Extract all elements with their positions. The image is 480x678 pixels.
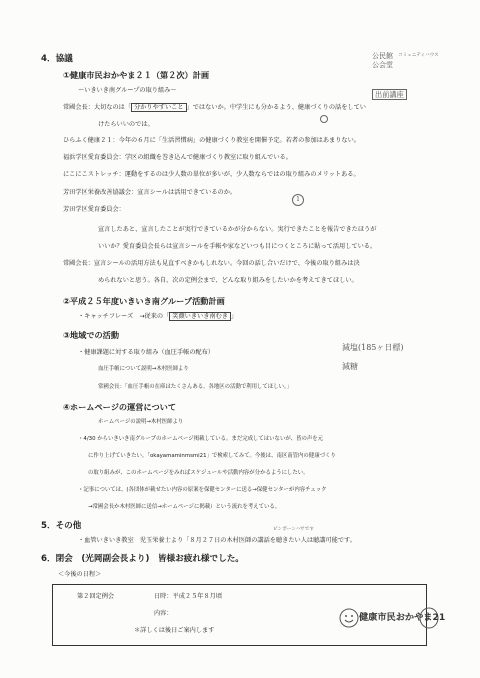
- hp-note-6: →常國会長か木村医師に送信→ホームページに掲載）という流れを考えている。: [88, 504, 281, 510]
- handwritten-exercise: 減糖: [342, 362, 358, 371]
- meeting-name: 第２回定例会: [77, 593, 115, 600]
- paragraph-1-cont: けたらいいのでは。: [98, 121, 154, 128]
- handwritten-salt: 減塩(185ヶ日標): [342, 343, 404, 352]
- bp-note-1: 血圧手帳について説明→木村医師より: [98, 366, 189, 372]
- hp-note-5: ・記事については、(各団体が載せたい内容の原案を保健センターに送る→保健センターが内容チェック: [78, 487, 327, 493]
- paragraph-5: 芳田学区栄養改善協議会：宣言シールは活用できているのか。: [63, 189, 237, 196]
- paragraph-8a: 常國会長：宣言シールの活用方法も見直すべきかもしれない。今回の話し合いだけで、今後の取り組みは決: [63, 260, 360, 267]
- section-5-heading: 5．その他: [41, 521, 82, 531]
- handwritten-top-right-2: 公会堂: [372, 61, 393, 69]
- future-schedule-label: ＜今後の日程＞: [58, 571, 102, 578]
- paragraph-6: 芳田学区愛育委員会：: [63, 206, 125, 213]
- paragraph-2: ひらふく健康２１：今年の６月に「生活習慣病」の健康づくり教室を開催予定。若者の参加はあまりない。: [63, 137, 360, 144]
- paragraph-1: 常國会長：大切なのは「 分かりやすいこと 」ではないか。中学生にも分かるよう、健康づくりの話をしてい: [63, 104, 366, 111]
- section-6-heading: 6．閉会 (光岡副会長より) 皆様お疲れ様でした。: [41, 554, 244, 564]
- paragraph-7a: 宣言したあと、宣言したことが実行できているかが分からない。実行できたことを報告できたほうが: [98, 226, 377, 233]
- highlight-box: 分かりやすいこと: [131, 103, 187, 112]
- handwritten-delivery-lecture: 出前講座: [372, 89, 407, 100]
- hp-note-4: の取り組みが、このホームページをみればスケジュールや活動内容が分かるようにしたい。: [88, 470, 309, 476]
- section-5-item: ・血管いきいき教室 児玉栄養士より「８月２７日の木村医師の講話を聴きたい人は聴講可能です。: [78, 537, 356, 544]
- health-task-heading: ・健康課題に対する取り組み（血圧手帳の配布）: [78, 349, 215, 356]
- section-4-heading: 4．協議: [41, 54, 73, 64]
- meeting-note: ＊詳しくは後日ご案内します: [134, 627, 215, 634]
- item-2-title: ②平成２５年度いきいき南グループ活動計画: [63, 296, 225, 306]
- meeting-date: 日時：平成２５年８月頃: [154, 593, 223, 600]
- catchphrase-line: ・キャッチフレーズ →従来の「 笑顔いきいき南むき 」: [78, 313, 238, 320]
- catchphrase-box: 笑顔いきいき南むき: [169, 312, 231, 321]
- paragraph-7b: いいか？愛育委員会長らは宣言シールを手帳や家などいつも目につくところに貼って活用している。: [98, 243, 377, 250]
- handwritten-top-right-3: コミュニティハウス: [398, 53, 439, 58]
- handwritten-note-small: ピンポーンハサです: [273, 527, 314, 532]
- hp-note-3: に作り上げていきたい。「okayamaminmsmi21」で検索してみて。今後は、南区南管内の健康づくり: [88, 453, 336, 459]
- item-1-subtitle: ～いきいき南グループの取り組み～: [78, 87, 177, 94]
- health-logo: [337, 605, 446, 631]
- handwritten-top-right-1: 公民館: [372, 52, 393, 60]
- meeting-content: 内容：: [154, 610, 173, 617]
- item-4-title: ④ホームページの運営について: [63, 402, 177, 412]
- handwritten-circle-mark: 1: [292, 194, 304, 206]
- paragraph-8b: められないと思う。各自、次の定例会まで、どんな取り組みをしたいかを考えてきてほしい。: [98, 277, 358, 284]
- paragraph-4: にこにこストレッチ：運動をするのは少人数の単位が多いが、少人数ならではの取り組みのメリットある。: [63, 171, 360, 178]
- bp-note-2: 常國会長：「血圧手帳の在庫はたくさんある。各地区の活動で利用してほしい。」: [98, 384, 293, 390]
- item-3-title: ③地域での活動: [63, 330, 120, 340]
- hp-note-1: ホームページの説明→木村医師より: [98, 419, 184, 425]
- logo-text: 健康市民おかやま21: [359, 612, 446, 623]
- hp-note-2: ・4/30 からいきいき南グループのホームページ掲載している。まだ完成してはいないが、皆の声を元: [78, 436, 324, 442]
- paragraph-3: 福浜学区愛育委員会：学区の組織を巻き込んで健康づくり教室に取り組んでいる。: [63, 154, 292, 161]
- item-1-title: ①健康市民おかやま２１（第２次）計画: [63, 70, 210, 80]
- ink-mark: [320, 115, 328, 123]
